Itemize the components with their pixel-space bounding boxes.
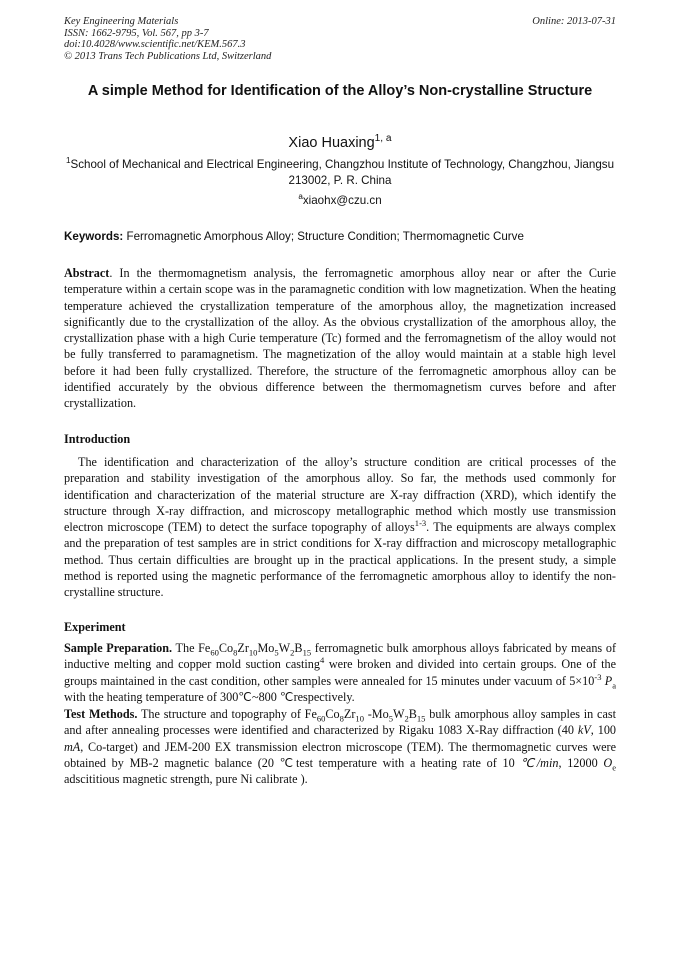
prep-text-b: ferromagnetic bulk amorphous alloys fabricated by means of inductive melting and copper mold suction casting (64, 641, 617, 672)
prep-text-c: were broken and divided into certain groups. One of the groups maintained in the cast condition, other samples were annealed for 15 minutes under vacuum of 5×10 (64, 657, 616, 688)
author-superscript: 1, a (374, 133, 392, 145)
test-methods-label: Test Methods. (64, 707, 138, 721)
formula-sub: 10 (248, 647, 258, 658)
prep-text-d: with the heating temperature of 300℃~800 ℃respectively. (64, 689, 355, 704)
test-methods-paragraph: Test Methods. The structure and topography of $Fe_{60}Co_8Zr_{10}$ $-Mo_5W_2B_{15}$ bulk amorphous alloy samples in cast and after annealing processes were identified and characterized by Rigaku 1083 X-Ray diffraction (40 kV, 100 mA, Co-target) and JEM-200 EX transmission electron microscope (TEM). The thermomagnetic curves were obtained by MB-2 magnetic balance (20 ℃test temperature with a heating rate of 10 ℃/min, 12000 $O_e$ adscititious magnetic strength, pure Ni calibrate ). (64, 707, 617, 787)
formula-sub: 15 (416, 713, 426, 724)
unit-heating-rate: ℃/min (520, 755, 559, 770)
abstract-text: . In the thermomagnetism analysis, the ferromagnetic amorphous alloy near or after the Curie temperature within a certain scope was in the paramagnetic condition with low magnetization. When the heating temperature achieved the crystallization temperature of the amorphous alloy, the magnetization increased significantly due to the crystallization of the alloy. As the obvious crystallization of the amorphous alloy, the crystallization phase with a high Curie temperature (Tc) formed and the ferromagnetism of the alloy would not be fully transferred to paramagnetism. The magnetization of the alloy would maintain at a stable high level before it had been fully crystallized. Therefore, the structure of the ferromagnetic amorphous alloy can be identified accurately by the obvious difference between the thermomagnetism curves before and after crystallization. (64, 266, 616, 411)
unit-oersted: O (603, 755, 613, 770)
unit-kv: kV (577, 723, 591, 738)
test-text-c: , 100 (590, 723, 617, 738)
introduction-text-a: The identification and characterization of the alloy’s structure condition are critical processes of the preparation and stability investigation of the amorphous alloy. So far, the methods used commonly for identification and characterization of the material structure are X-ray diffraction (XRD), which identify the structure through X-ray diffraction, and microscopy metallographic method which mostly use transmission electron microscope (TEM) to detect the surface topography of alloys (64, 455, 616, 535)
email-address[interactable]: xiaohx@czu.cn (302, 194, 382, 207)
issn-line: ISSN: 1662-9795, Vol. 567, pp 3-7 (64, 27, 209, 39)
author-name: Xiao Huaxing (288, 135, 375, 151)
sample-preparation-label: Sample Preparation. (64, 641, 173, 655)
affiliation-text: School of Mechanical and Electrical Engineering, Changzhou Institute of Technology, Changzhou, Jiangsu 213002, P. R. China (70, 158, 615, 187)
test-text-e: , 12000 (558, 755, 598, 770)
journal-header (64, 16, 616, 62)
formula-sub: 5 (274, 647, 279, 658)
author-line (64, 134, 616, 152)
test-text-b: bulk amorphous alloy samples in cast and after annealing processes were identified and characterized by Rigaku 1083 X-Ray diffraction (40 (64, 707, 616, 738)
abstract-label: Abstract (64, 266, 110, 280)
introduction-paragraph (64, 454, 616, 601)
abstract (64, 265, 616, 412)
unit-ma: mA (64, 739, 81, 754)
formula-sub: 2 (290, 647, 295, 658)
test-text-f: adscititious magnetic strength, pure Ni calibrate ). (64, 772, 308, 787)
formula-sub: 15 (302, 647, 312, 658)
email-line (64, 193, 616, 209)
formula-sub: 8 (339, 713, 344, 724)
pressure-unit: P (604, 673, 613, 688)
formula-sub: 5 (388, 713, 393, 724)
formula-sub: 60 (316, 713, 326, 724)
prep-text-a: The Fe (175, 641, 211, 655)
formula-sub: 10 (355, 713, 364, 724)
email-superscript: a (298, 192, 303, 202)
test-text-a: The structure and topography of Fe (140, 707, 317, 721)
affiliation-superscript: 1 (65, 156, 71, 166)
doi-line: doi:10.4028/www.scientific.net/KEM.567.3 (64, 39, 246, 51)
keywords-label: Keywords: (64, 230, 124, 243)
journal-name: Key Engineering Materials (64, 16, 179, 27)
online-date: Online: 2013-07-31 (532, 16, 616, 27)
unit-oersted-sub: e (612, 762, 617, 773)
affiliation (64, 157, 616, 189)
formula-sub: 2 (404, 713, 409, 724)
pressure-unit-sub: a (612, 680, 617, 691)
paper-title: A simple Method for Identification of the Alloy’s Non-crystalline Structure (87, 83, 593, 99)
introduction-text-b: . The equipments are always complex and the preparation of test samples are in strict conditions for X-ray diffraction and microscopy metallographic method. Thus certain difficulties are brought up in the practical applications. In the present study, a simple method is reported using the magnetic performance of the ferromagnetic amorphous alloy to identify the non-crystalline structure. (64, 520, 616, 600)
copyright-line: © 2013 Trans Tech Publications Ltd, Switzerland (64, 50, 272, 62)
reference-4: 4 (319, 655, 325, 666)
sample-preparation-paragraph: Sample Preparation. The $Fe_{60}Co_8Zr_{10}Mo_5W_2B_{15}$ ferromagnetic bulk amorphous alloys fabricated by means of inductive melting and copper mold suction casting$^4$ were broken and divided into certain groups. One of the groups maintained in the cast condition, other samples were annealed for 15 minutes under vacuum of $5\times 10^{-3}$ $P_a$ with the heating temperature of 300℃~800 ℃respectively. (64, 641, 617, 704)
keywords (64, 229, 616, 245)
reference-1-3: 1-3 (414, 518, 427, 529)
introduction-heading: Introduction (64, 432, 131, 446)
keywords-text: Ferromagnetic Amorphous Alloy; Structure Condition; Thermomagnetic Curve (126, 230, 524, 243)
test-text-d: , Co-target) and JEM-200 EX transmission electron microscope (TEM). The thermomagnetic curves were obtained by MB-2 magnetic balance (20 ℃test temperature with a heating rate of 10 (64, 739, 616, 770)
formula-sub: 60 (210, 647, 219, 658)
experiment-heading: Experiment (64, 620, 126, 634)
formula-sub: 8 (233, 647, 238, 658)
exponent: -3 (594, 671, 602, 682)
